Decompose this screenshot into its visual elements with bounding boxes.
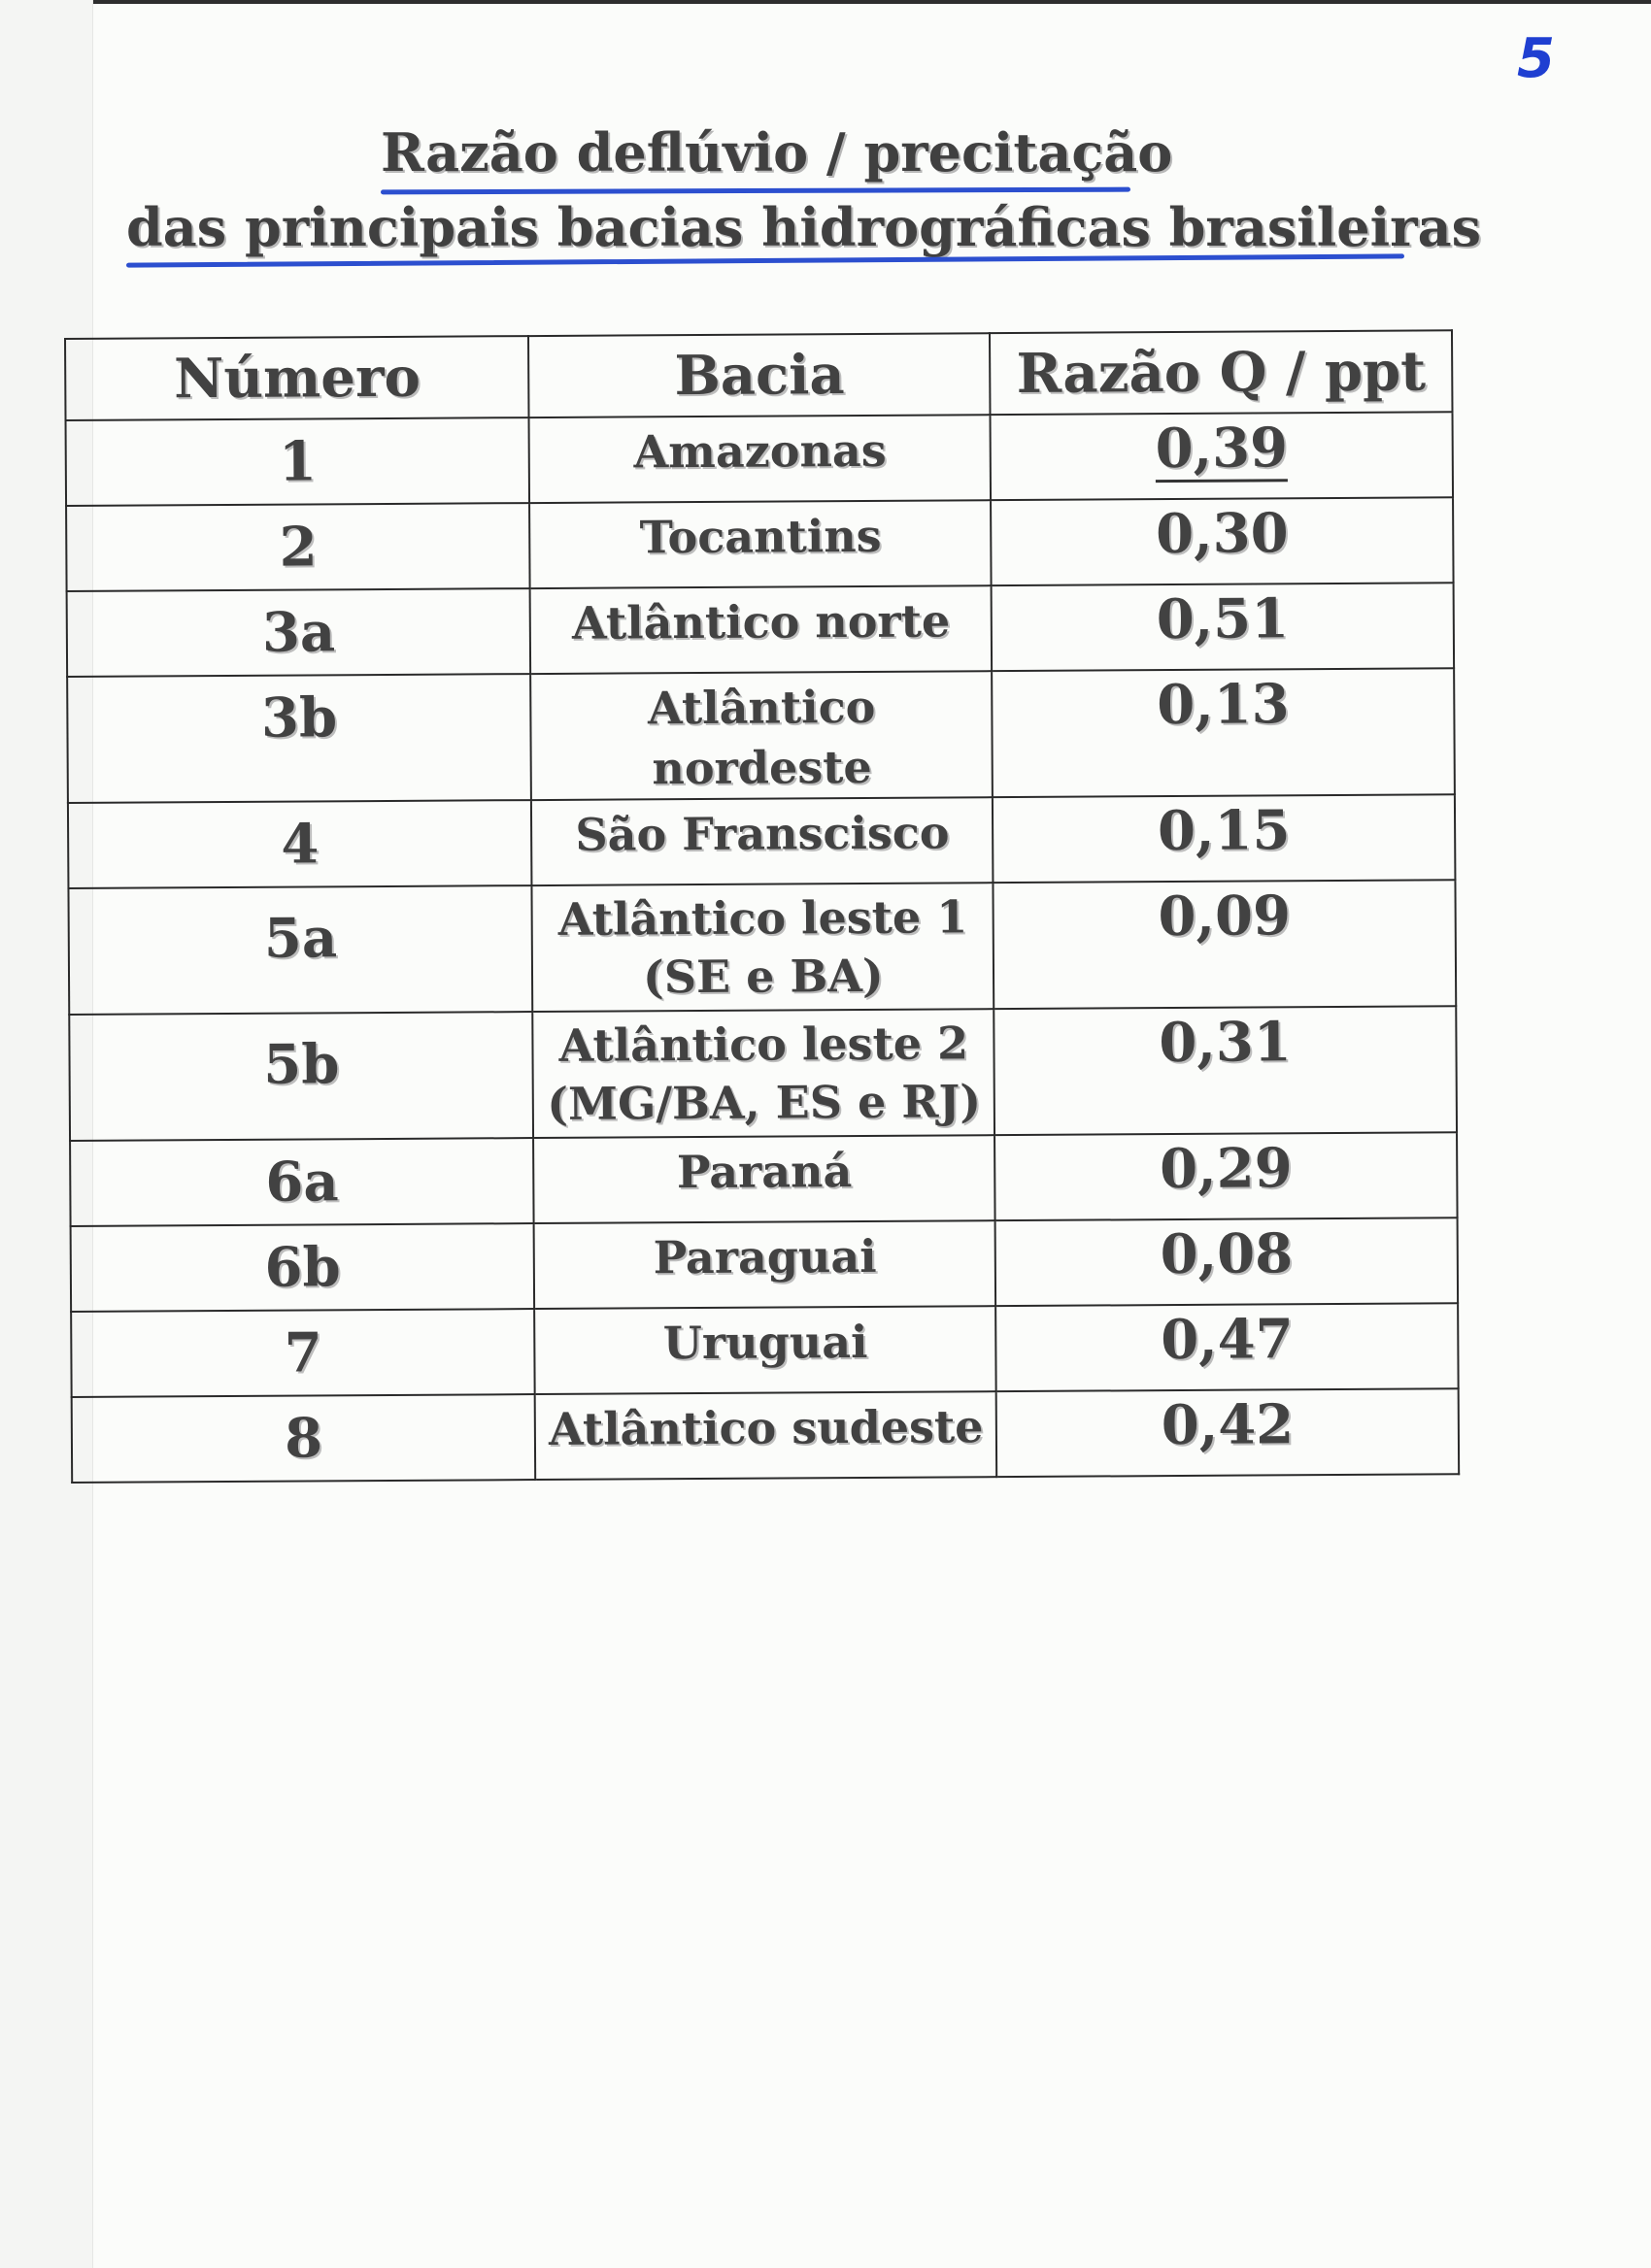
cell-number: 4: [68, 800, 532, 888]
basin-ratio-table: [64, 329, 1460, 1484]
cell-ratio: 0,30: [991, 497, 1453, 585]
cell-basin: Uruguai: [535, 1306, 996, 1394]
table-row: [70, 1132, 1458, 1226]
table-row: [67, 583, 1455, 677]
cell-number: 2: [66, 503, 530, 591]
cell-number: 6a: [70, 1138, 534, 1226]
cell-number: 7: [71, 1309, 535, 1397]
cell-ratio: 0,29: [994, 1132, 1457, 1220]
table-row: [67, 668, 1455, 803]
title-line-2: das principais bacias hidrográficas brasileiras: [126, 196, 1481, 258]
cell-ratio: [991, 412, 1453, 500]
cell-basin: [533, 1009, 995, 1138]
table-row: [71, 1217, 1459, 1312]
table-row: [66, 497, 1454, 591]
cell-number: 1: [66, 417, 530, 506]
cell-basin-line1: Atlântico leste 2: [558, 1017, 969, 1072]
cell-ratio: 0,47: [995, 1303, 1458, 1391]
cell-basin-line2: (SE e BA): [642, 949, 884, 1004]
table-header-row: [65, 330, 1452, 420]
table-row: [68, 794, 1456, 888]
cell-ratio: 0,31: [994, 1006, 1457, 1135]
table-row: [68, 880, 1456, 1015]
cell-number: 8: [72, 1394, 536, 1483]
header-number: Número: [65, 336, 529, 420]
table-row: [69, 1006, 1457, 1141]
cell-number: 3a: [67, 588, 531, 677]
cell-ratio: 0,42: [996, 1388, 1459, 1477]
cell-basin: [532, 883, 994, 1012]
cell-basin-line2: (MG/BA, ES e RJ): [547, 1075, 982, 1130]
cell-ratio-value: 0,39: [1155, 416, 1289, 482]
table-row: [71, 1303, 1459, 1397]
cell-ratio: 0,09: [994, 880, 1457, 1009]
cell-basin: São Franscisco: [531, 797, 993, 885]
cell-ratio: 0,15: [993, 794, 1455, 883]
cell-basin: Amazonas: [529, 415, 991, 503]
table-row: [72, 1388, 1460, 1483]
header-ratio: Razão Q / ppt: [990, 330, 1452, 415]
cell-basin: Tocantins: [530, 500, 992, 588]
cell-ratio: 0,08: [995, 1217, 1458, 1306]
cell-basin: Atlântico norte: [530, 585, 992, 674]
cell-number: 3b: [67, 674, 531, 803]
header-basin: Bacia: [528, 333, 990, 417]
cell-basin: Atlântico sudeste: [535, 1391, 996, 1480]
cell-basin-line1: Atlântico leste 1: [557, 890, 968, 946]
cell-basin: Paraná: [534, 1135, 995, 1223]
table-row: [66, 412, 1454, 506]
handwritten-page-number: 5: [1517, 27, 1555, 90]
cell-basin: Paraguai: [534, 1220, 995, 1309]
title-underline-1: [381, 187, 1130, 195]
title-line-1: Razão deflúvio / precitação: [381, 121, 1173, 183]
scan-top-edge: [0, 0, 1651, 4]
cell-ratio: 0,51: [992, 583, 1454, 671]
cell-number: 5a: [68, 885, 532, 1015]
cell-number: 5b: [69, 1012, 533, 1141]
cell-basin: Atlântico nordeste: [531, 671, 994, 800]
cell-ratio: 0,13: [992, 668, 1455, 797]
cell-number: 6b: [71, 1223, 535, 1312]
